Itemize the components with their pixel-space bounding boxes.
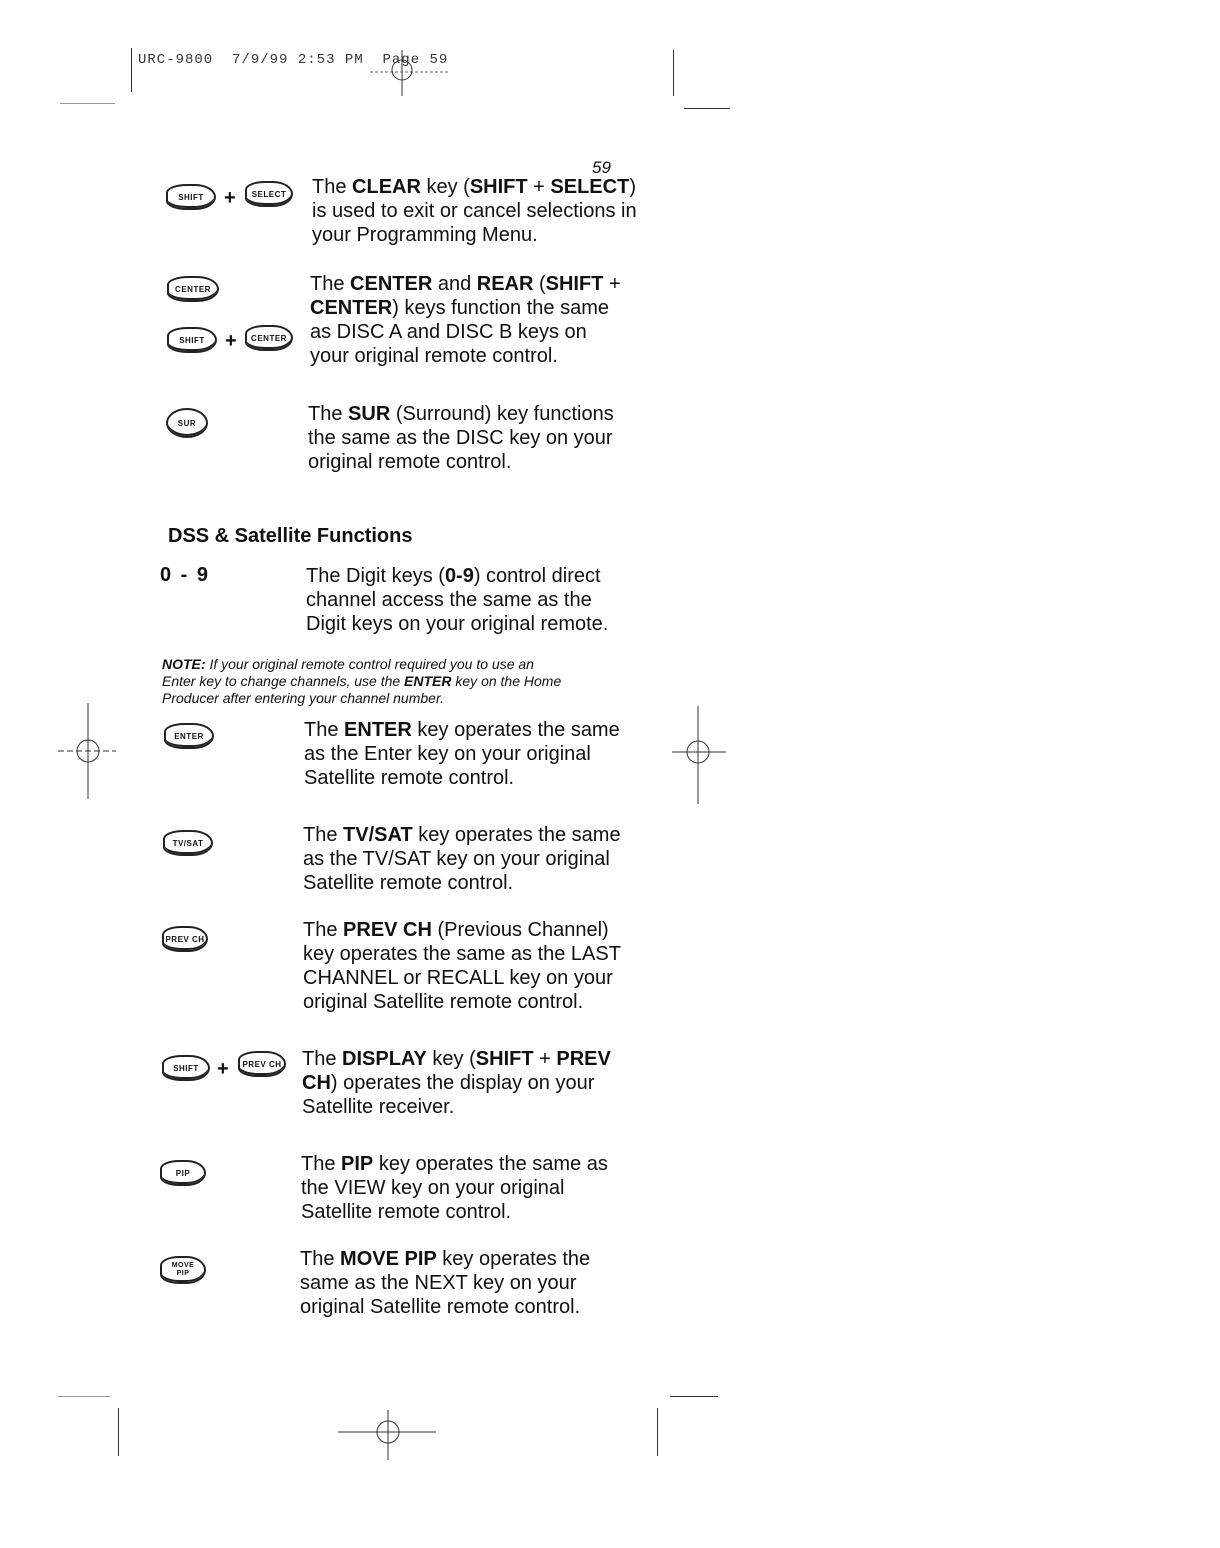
registration-mark-right [672,706,728,804]
registration-mark-left [58,703,118,799]
center-rear-key-description: The CENTER and REAR (SHIFT + CENTER) keys function the same as DISC A and DISC B keys on your original remote control. [310,273,621,367]
shift-key-icon: SHIFT [162,1055,210,1081]
sur-key-icon: SUR [166,408,208,438]
page-number: 59 [592,158,611,177]
prev-ch-key-icon: PREV CH [238,1051,286,1077]
registration-mark-bottom [338,1410,438,1460]
pip-key-description: The PIP key operates the same as the VIEW key on your original Satellite remote control. [301,1153,608,1223]
enter-key-icon: ENTER [164,723,214,749]
shift-key-icon: SHIFT [166,184,216,210]
enter-key-description: The ENTER key operates the same as the Enter key on your original Satellite remote control. [304,719,620,789]
sur-key-description: The SUR (Surround) key functions the same as the DISC key on your original remote control. [308,403,614,473]
crop-mark-top-right-horizontal [684,108,730,109]
clear-key-description: The CLEAR key (SHIFT + SELECT) is used to exit or cancel selections in your Programming Menu. [312,176,637,246]
select-key-icon: SELECT [245,181,293,207]
display-key-description: The DISPLAY key (SHIFT + PREV CH) operates the display on your Satellite receiver. [302,1048,611,1118]
crop-mark-top-left-horizontal [60,103,115,104]
center-key-icon: CENTER [167,276,219,302]
note-text: NOTE: If your original remote control required you to use an Enter key to change channels, use the ENTER key on the Home Producer after entering your channel number. [162,656,562,706]
slug-date: 7/9/99 [232,52,289,68]
plus-sign: + [224,187,236,209]
tv-sat-key-icon: TV/SAT [163,830,213,856]
crop-mark-top-left-vertical [131,48,132,92]
prev-ch-key-icon: PREV CH [162,926,208,952]
crop-mark-bottom-right-vertical [657,1408,658,1456]
center-key-icon: CENTER [245,325,293,351]
tv-sat-key-description: The TV/SAT key operates the same as the TV/SAT key on your original Satellite remote control. [303,824,621,894]
shift-key-icon: SHIFT [167,327,217,353]
prev-ch-key-description: The PREV CH (Previous Channel) key operates the same as the LAST CHANNEL or RECALL key on your original Satellite remote control. [303,919,621,1013]
move-pip-key-icon: MOVE PIP [160,1256,206,1284]
section-heading: DSS & Satellite Functions [168,525,413,547]
digit-keys-label: 0 - 9 [160,564,211,586]
digit-keys-description: The Digit keys (0-9) control direct channel access the same as the Digit keys on your original remote. [306,565,609,635]
crop-mark-bottom-right-horizontal [670,1396,718,1397]
pip-key-icon: PIP [160,1160,206,1186]
slug-file: URC-9800 [138,52,214,68]
move-pip-key-description: The MOVE PIP key operates the same as the NEXT key on your original Satellite remote control. [300,1248,591,1318]
print-slug [138,52,448,68]
slug-time: 2:53 PM [297,52,364,68]
crop-mark-top-right-vertical [673,50,674,96]
crop-mark-bottom-left-horizontal [58,1396,110,1397]
plus-sign: + [217,1058,229,1080]
plus-sign: + [225,330,237,352]
crop-mark-bottom-left-vertical [118,1408,119,1456]
slug-page: Page 59 [382,52,449,68]
